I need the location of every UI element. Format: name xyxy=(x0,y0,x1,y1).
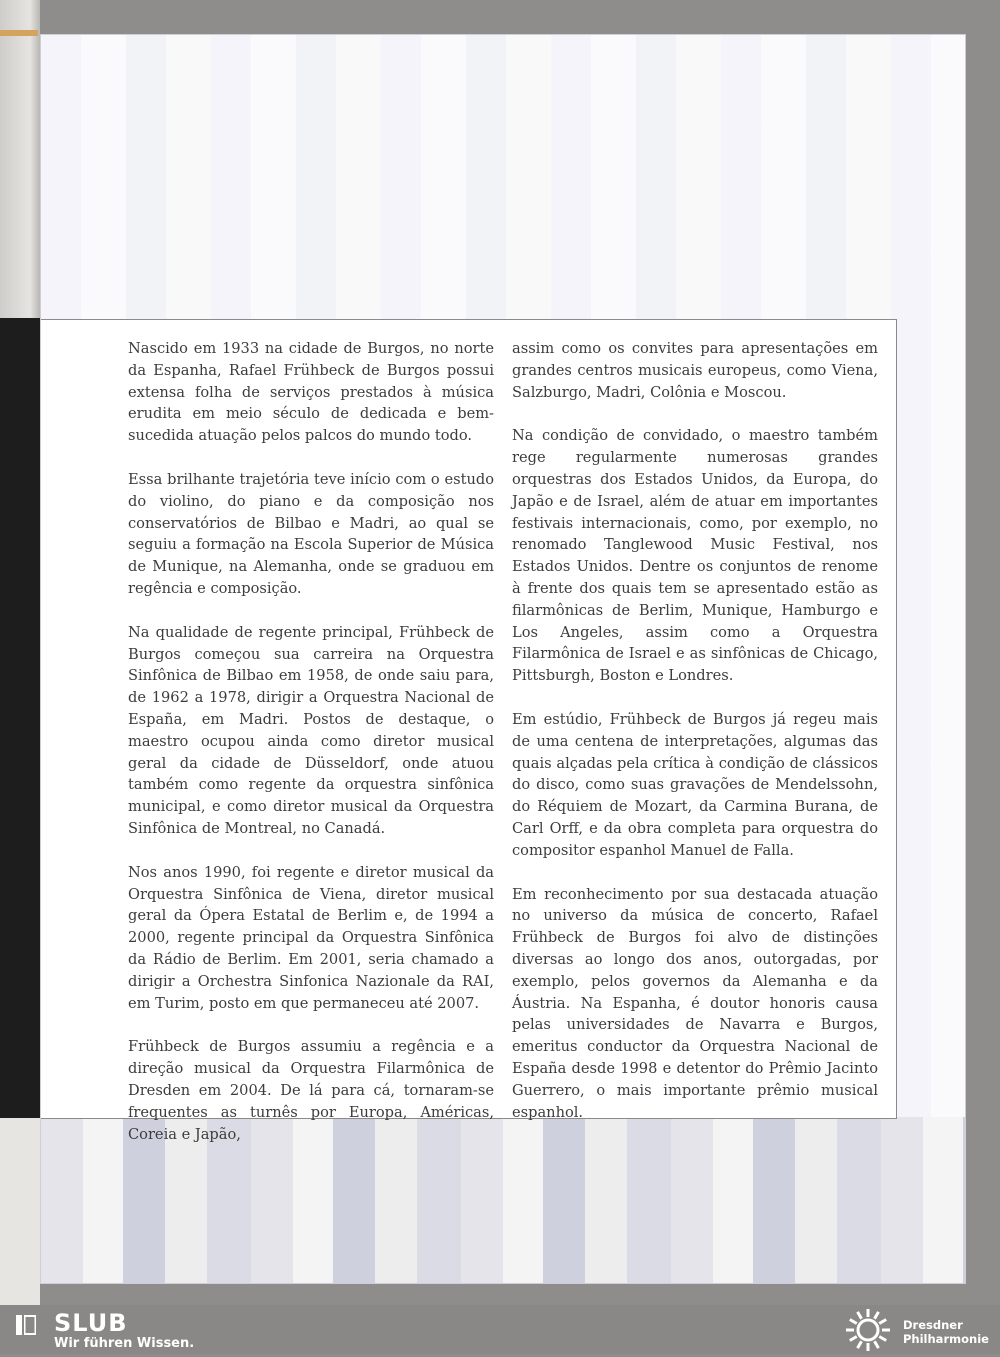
page-edge-mark xyxy=(0,30,38,36)
paragraph: Na qualidade de regente principal, Frühbeck de Burgos começou sua carreira na Orquestra Sinfônica de Bilbao em 1958, de onde saiu para, de 1962 a 1978, dirigir a Orquestra Nacional de España, em Madri. Postos de destaque, o maestro ocupou ainda como diretor musical geral da cidade de Düsseldorf, onde atuou também como regente da orquestra sinfônica municipal, e como diretor musical da Orquestra Sinfônica de Montreal, no Canadá. xyxy=(128,623,494,837)
previous-page-light-strip xyxy=(0,1118,40,1305)
document-page xyxy=(40,34,966,1284)
paragraph: assim como os convites para apresentações em grandes centros musicais europeus, como Viena, Salzburgo, Madri, Colônia e Moscou. xyxy=(512,340,878,401)
slub-brand[interactable]: SLUB xyxy=(54,1309,128,1337)
partner-name-line1: Dresdner xyxy=(903,1318,963,1332)
viewer-footer xyxy=(0,1305,1000,1354)
previous-page-dark-strip xyxy=(0,318,40,1118)
paragraph: Em reconhecimento por sua destacada atuação no universo da música de concerto, Rafael Frühbeck de Burgos foi alvo de distinções diversas ao longo dos anos, outorgadas, por exemplo, pelos governos da Alemanha e da Áustria. Na Espanha, é doutor honoris causa pelas universidades de Navarra e Burgos, emeritus conductor da Orquestra Nacional de España desde 1998 e detentor do Prêmio Jacinto Guerrero, o mais importante prêmio musical espanhol. xyxy=(512,885,878,1121)
paragraph: Frühbeck de Burgos assumiu a regência e a direção musical da Orquestra Filarmônica de Dresden em 2004. De lá para cá, tornaram-se frequentes as turnês por Europa, Américas, Coreia e Japão, xyxy=(128,1038,494,1143)
paragraph: Essa brilhante trajetória teve início com o estudo do violino, do piano e da composição nos conservatórios de Bilbao e Madri, ao qual se seguiu a formação na Escola Superior de Música de Munique, na Alemanha, onde se graduou em regência e composição. xyxy=(128,470,494,597)
biography-text-box xyxy=(41,319,897,1143)
paragraph: Nos anos 1990, foi regente e diretor musical da Orquestra Sinfônica de Viena, diretor musical geral da Ópera Estatal de Berlim e, de 1994 a 2000, regente principal da Orquestra Sinfônica da Rádio de Berlim. Em 2001, seria chamado a dirigir a Orchestra Sinfonica Nazionale da RAI, em Turim, posto em que permaneceu até 2007. xyxy=(128,863,494,1012)
paragraph: Em estúdio, Frühbeck de Burgos já regeu mais de uma centena de interpretações, algumas das quais alçadas pela crítica à condição de clássicos do disco, como suas gravações de Mendelssohn, do Réquiem de Mozart, da Carmina Burana, de Carl Orff, e da obra completa para orquestra do compositor espanhol Manuel de Falla. xyxy=(512,710,878,859)
dresdner-philharmonie-logo[interactable] xyxy=(842,1307,894,1353)
slub-book-icon xyxy=(14,1313,38,1337)
paragraph: Na condição de convidado, o maestro também rege regularmente numerosas grandes orquestras dos Estados Unidos, da Europa, do Japão e de Israel, além de atuar em importantes festivais internacionais, como, por exemplo, no renomado Tanglewood Music Festival, nos Estados Unidos. Dentre os conjuntos de renome à frente dos quais tem se apresentado estão as filarmônicas de Berlim, Munique, Hamburgo e Los Angeles, assim como a Orquestra Filarmônica de Israel e as sinfônicas de Chicago, Pittsburgh, Boston e Londres. xyxy=(512,427,878,685)
left-column xyxy=(128,338,494,1167)
partner-name-line2: Philharmonie xyxy=(903,1332,989,1346)
slub-tagline: Wir führen Wissen. xyxy=(54,1336,195,1351)
paragraph: Nascido em 1933 na cidade de Burgos, no norte da Espanha, Rafael Frühbeck de Burgos possui extensa folha de serviços prestados à música erudita em meio século de dedicada e bem-sucedida atuação pelos palcos do mundo todo. xyxy=(128,340,494,445)
right-column xyxy=(512,338,878,1145)
